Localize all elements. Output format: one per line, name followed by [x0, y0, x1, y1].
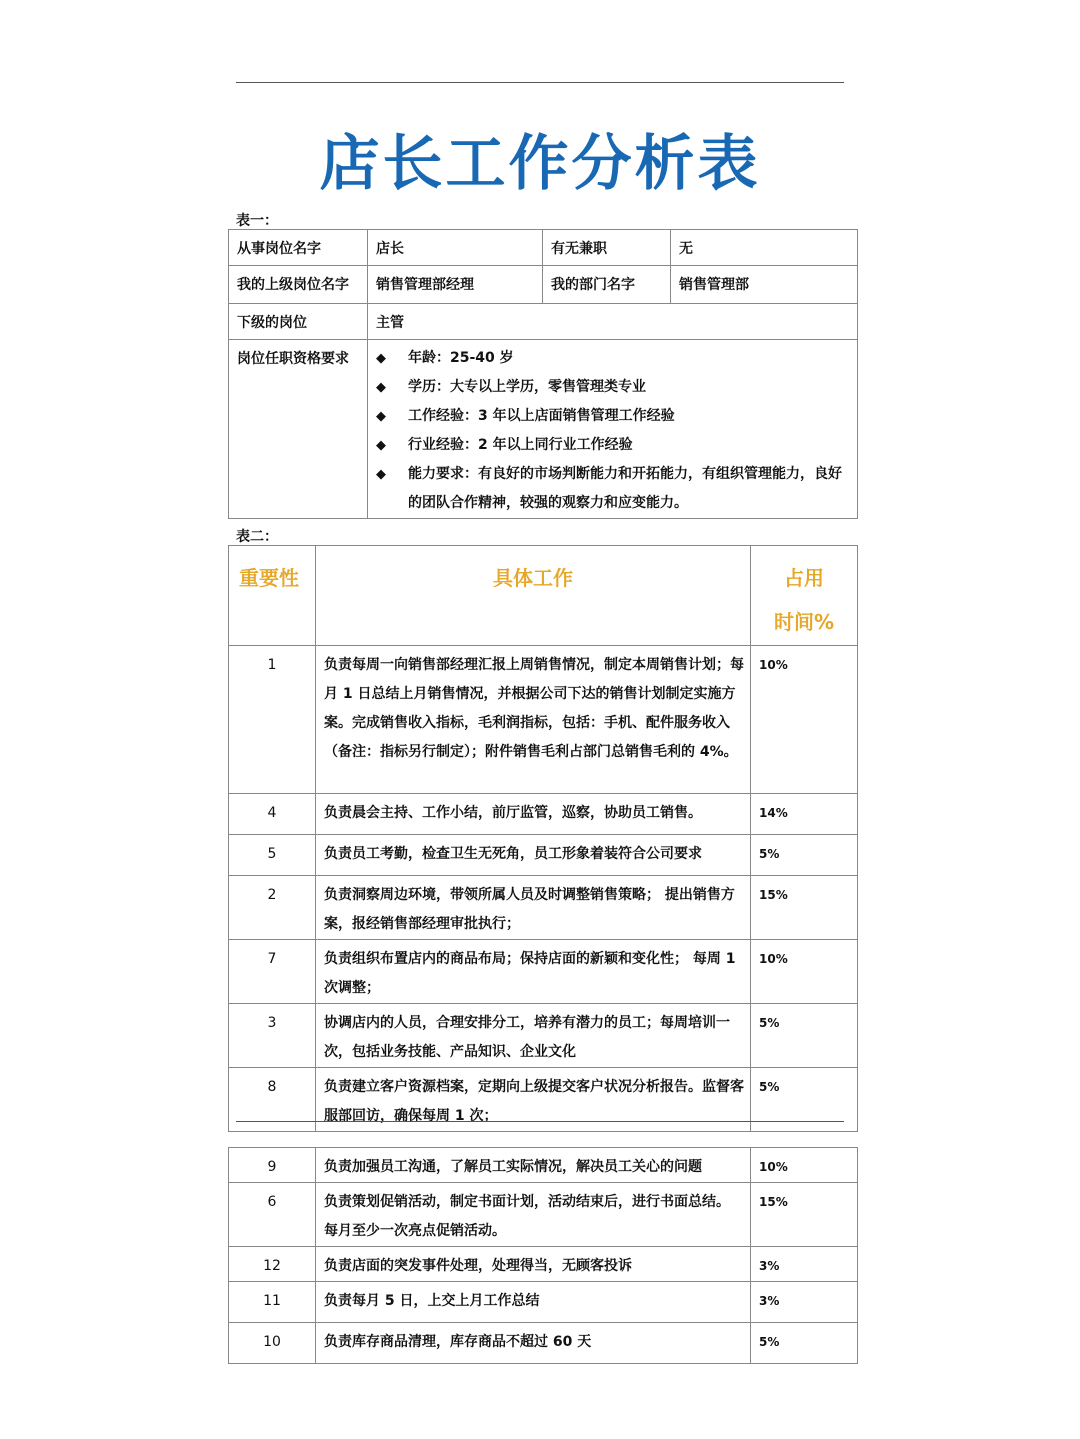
table-row [229, 876, 858, 940]
importance-cell: 1 [229, 646, 316, 794]
work-cell: 负责晨会主持、工作小结，前厅监管，巡察，协助员工销售。 [316, 794, 751, 835]
table-row [229, 340, 858, 519]
time-cell: 5% [751, 1323, 858, 1364]
time-cell: 5% [751, 835, 858, 876]
table-row [229, 1148, 858, 1183]
table-row [229, 794, 858, 835]
work-header: 具体工作 [316, 546, 751, 646]
table-row [229, 230, 858, 266]
importance-cell: 12 [229, 1247, 316, 1282]
time-header-line1: 占用 [784, 566, 824, 590]
time-cell: 5% [751, 1068, 858, 1132]
requirements-list [376, 344, 849, 518]
list-item: ◆ 行业经验：2 年以上同行业工作经验 [376, 431, 849, 460]
value-cell: 主管 [368, 304, 858, 340]
page-break-divider [236, 1121, 844, 1122]
importance-cell: 9 [229, 1148, 316, 1183]
job-info-table [228, 229, 858, 519]
work-cell: 负责建立客户资源档案，定期向上级提交客户状况分析报告。监督客服部回访，确保每周 1 次； [316, 1068, 751, 1132]
table1-caption: 表一： [236, 213, 278, 229]
value-cell: 无 [671, 230, 858, 266]
list-item: ◆ 工作经验：3 年以上店面销售管理工作经验 [376, 402, 849, 431]
importance-cell: 7 [229, 940, 316, 1004]
time-header [751, 546, 858, 646]
table-row [229, 835, 858, 876]
label-cell: 有无兼职 [543, 230, 671, 266]
work-cell: 负责店面的突发事件处理，处理得当，无顾客投诉 [316, 1247, 751, 1282]
label-cell: 岗位任职资格要求 [229, 340, 368, 519]
importance-cell: 8 [229, 1068, 316, 1132]
table-row [229, 1323, 858, 1364]
duties-table [228, 545, 858, 1132]
work-cell: 负责洞察周边环境，带领所属人员及时调整销售策略； 提出销售方案，报经销售部经理审批执行； [316, 876, 751, 940]
time-cell: 3% [751, 1282, 858, 1323]
page-title: 店长工作分析表 [319, 129, 761, 199]
list-item: ◆ 学历：大专以上学历，零售管理类专业 [376, 373, 849, 402]
table-row [229, 1004, 858, 1068]
time-cell: 10% [751, 1148, 858, 1183]
table-row [229, 940, 858, 1004]
importance-cell: 2 [229, 876, 316, 940]
requirements-cell [368, 340, 858, 519]
importance-header: 重要性 [229, 546, 316, 646]
list-item: ◆ 年龄：25-40 岁 [376, 344, 849, 373]
top-divider [236, 82, 844, 83]
work-cell: 负责库存商品清理，库存商品不超过 60 天 [316, 1323, 751, 1364]
work-cell: 负责组织布置店内的商品布局；保持店面的新颖和变化性； 每周 1 次调整； [316, 940, 751, 1004]
time-cell: 14% [751, 794, 858, 835]
table2-caption: 表二： [236, 529, 278, 545]
value-cell: 销售管理部经理 [368, 266, 543, 304]
table-row [229, 1247, 858, 1282]
table-row [229, 646, 858, 794]
label-cell: 我的部门名字 [543, 266, 671, 304]
work-cell: 负责加强员工沟通，了解员工实际情况，解决员工关心的问题 [316, 1148, 751, 1183]
importance-cell: 10 [229, 1323, 316, 1364]
list-item: ◆ 能力要求：有良好的市场判断能力和开拓能力，有组织管理能力，良好的团队合作精神，较强的观察力和应变能力。 [376, 460, 849, 518]
table-row [229, 304, 858, 340]
work-cell: 协调店内的人员，合理安排分工，培养有潜力的员工；每周培训一次，包括业务技能、产品知识、企业文化 [316, 1004, 751, 1068]
time-header-line2: 时间% [773, 610, 835, 634]
work-cell: 负责每周一向销售部经理汇报上周销售情况，制定本周销售计划；每月 1 日总结上月销售情况，并根据公司下达的销售计划制定实施方案。完成销售收入指标，毛利润指标，包括：手机、配件服务收入（备注：指标另行制定）；附件销售毛利占部门总销售毛利的 4%。 [316, 646, 751, 794]
work-cell: 负责每月 5 日，上交上月工作总结 [316, 1282, 751, 1323]
table-row [229, 1183, 858, 1247]
time-cell: 15% [751, 1183, 858, 1247]
time-cell: 15% [751, 876, 858, 940]
importance-cell: 3 [229, 1004, 316, 1068]
table-row [229, 266, 858, 304]
label-cell: 我的上级岗位名字 [229, 266, 368, 304]
work-cell: 负责员工考勤，检查卫生无死角，员工形象着装符合公司要求 [316, 835, 751, 876]
table-row [229, 1282, 858, 1323]
importance-cell: 11 [229, 1282, 316, 1323]
label-cell: 下级的岗位 [229, 304, 368, 340]
value-cell: 销售管理部 [671, 266, 858, 304]
label-cell: 从事岗位名字 [229, 230, 368, 266]
importance-cell: 4 [229, 794, 316, 835]
work-cell: 负责策划促销活动，制定书面计划，活动结束后，进行书面总结。每月至少一次亮点促销活动。 [316, 1183, 751, 1247]
time-cell: 5% [751, 1004, 858, 1068]
value-cell: 店长 [368, 230, 543, 266]
importance-cell: 6 [229, 1183, 316, 1247]
importance-cell: 5 [229, 835, 316, 876]
time-cell: 10% [751, 940, 858, 1004]
header-row [229, 546, 858, 646]
time-cell: 3% [751, 1247, 858, 1282]
duties-table-continued [228, 1147, 858, 1364]
time-cell: 10% [751, 646, 858, 794]
